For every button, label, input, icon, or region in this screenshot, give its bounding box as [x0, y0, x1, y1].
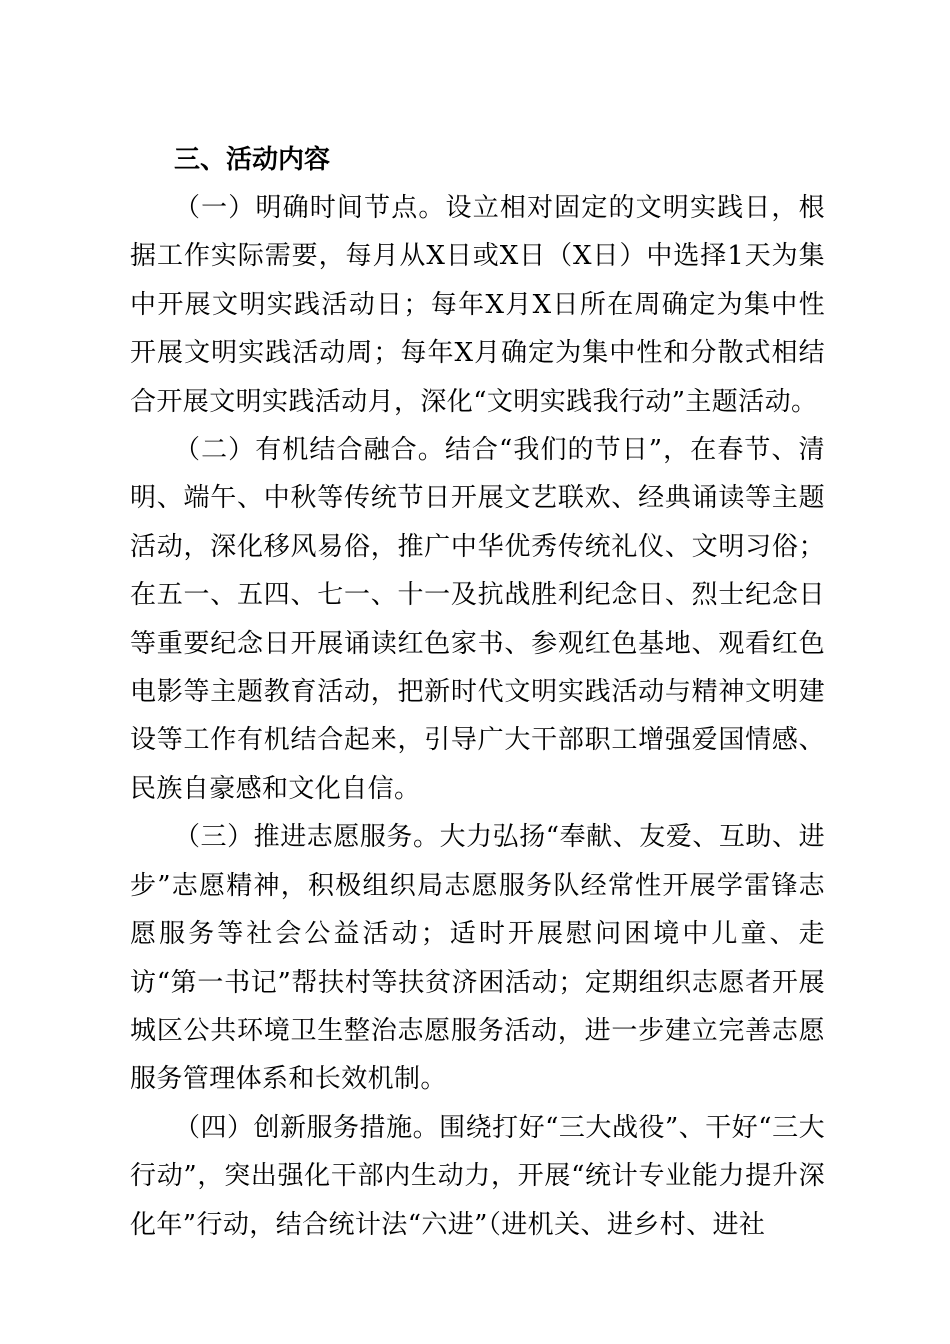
document-body — [130, 136, 825, 1249]
paragraph-volunteer-service: （三）推进志愿服务。大力弘扬“奉献、友爱、互助、进步”志愿精神，积极组织局志愿服务队经常性开展学雷锋志愿服务等社会公益活动；适时开展慰问困境中儿童、走访“第一书记”帮扶村等扶贫济困活动；定期组织志愿者开展城区公共环境卫生整治志愿服务活动，进一步建立完善志愿服务管理体系和长效机制。 — [130, 822, 825, 1095]
section-heading: 三、活动内容 — [174, 145, 331, 175]
paragraph-service-measures: （四）创新服务措施。围绕打好“三大战役”、干好“三大行动”，突出强化干部内生动力，开展“统计专业能力提升深化年”行动，结合统计法“六进”（进机关、进乡村、进社 — [130, 1112, 825, 1240]
paragraph-time-nodes: （一）明确时间节点。设立相对固定的文明实践日，根据工作实际需要，每月从X日或X日（X日）中选择1天为集中开展文明实践活动日；每年X月X日所在周确定为集中性开展文明实践活动周；每年X月确定为集中性和分散式相结合开展文明实践活动月，深化“文明实践我行动”主题活动。 — [130, 193, 825, 417]
paragraph-integration: （二）有机结合融合。结合“我们的节日”，在春节、清明、端午、中秋等传统节日开展文艺联欢、经典诵读等主题活动，深化移风易俗，推广中华优秀传统礼仪、文明习俗；在五一、五四、七一、十一及抗战胜利纪念日、烈士纪念日等重要纪念日开展诵读红色家书、参观红色基地、观看红色电影等主题教育活动，把新时代文明实践活动与精神文明建设等工作有机结合起来，引导广大干部职工增强爱国情感、民族自豪感和文化自信。 — [130, 435, 825, 804]
